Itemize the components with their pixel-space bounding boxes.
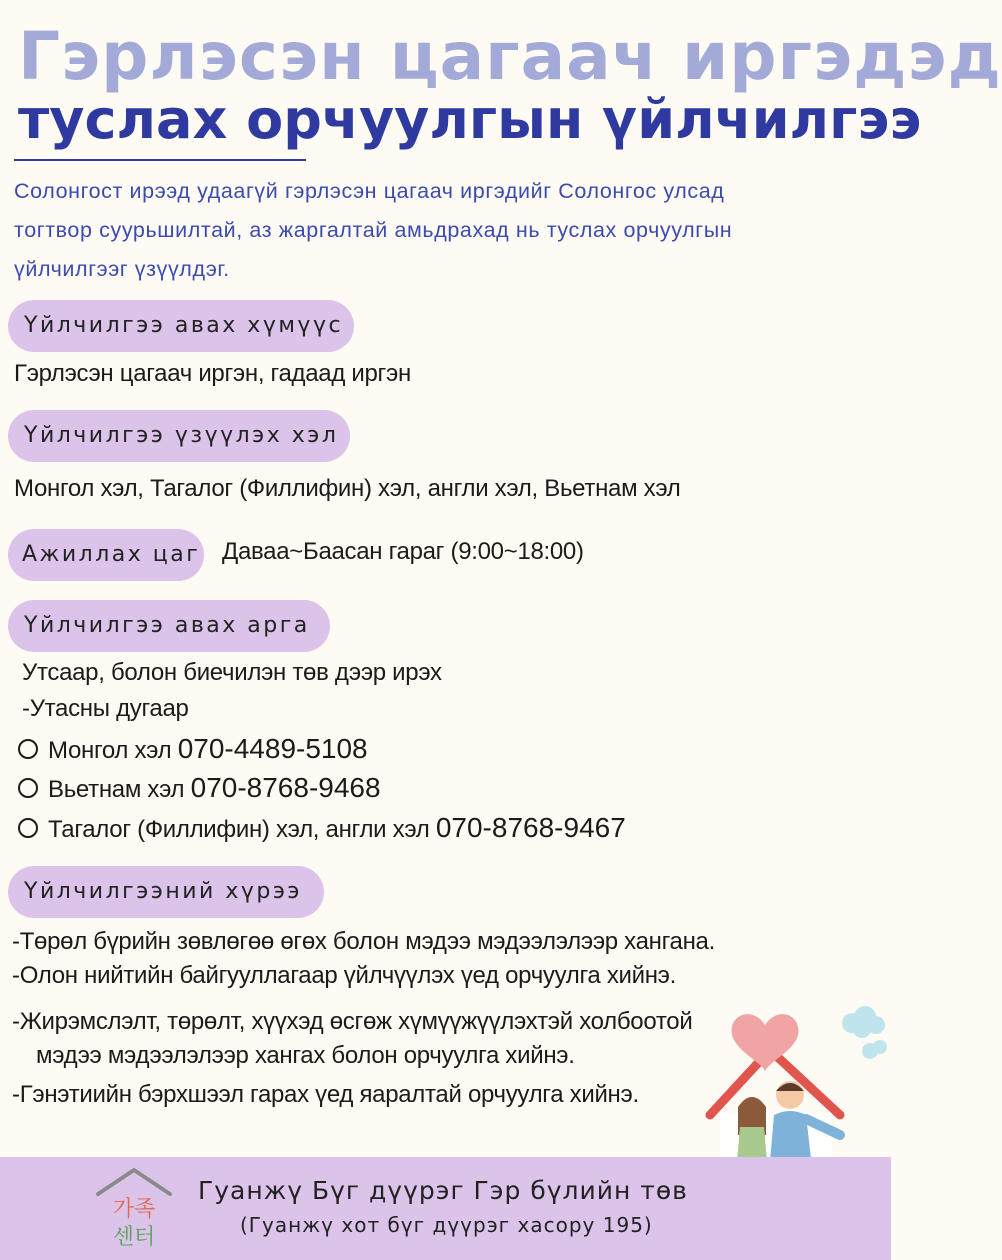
- logo-text: 센터: [112, 1225, 156, 1250]
- method-line2: -Утасны дугаар: [22, 695, 189, 722]
- center-name: Гуанжү Бүг дүүрэг Гэр бүлийн төв: [198, 1176, 688, 1205]
- scope-item: -Олон нийтийн байгууллагаар үйлчүүлэх үед орчуулга хийнэ.: [12, 962, 676, 989]
- page-title-line2: туслах орчуулгын үйлчилгээ: [18, 88, 922, 151]
- scope-item: -Жирэмслэлт, төрөлт, хүүхэд өсгөж хүмүүжүүлэхтэй холбоотой: [12, 1008, 693, 1035]
- phone-number: 070-4489-5108: [177, 733, 368, 764]
- title-divider: [14, 159, 306, 161]
- circle-bullet-icon: [18, 818, 38, 838]
- phone-item-tagalog: [18, 812, 626, 844]
- hours-text: Даваа~Баасан гараг (9:00~18:00): [222, 538, 584, 565]
- circle-bullet-icon: [18, 778, 38, 798]
- method-line1: Утсаар, болон биечилэн төв дээр ирэх: [22, 659, 442, 686]
- scope-item: -Төрөл бүрийн зөвлөгөө өгөх болон мэдээ мэдээлэлээр хангана.: [12, 928, 715, 955]
- recipients-text: Гэрлэсэн цагаач иргэн, гадаад иргэн: [14, 360, 411, 387]
- phone-number: 070-8768-9467: [435, 812, 626, 843]
- section-heading-recipients: Үйлчилгээ авах хүмүүс: [8, 300, 354, 352]
- page-title-line1: Гэрлэсэн цагаач иргэдэд: [18, 18, 1002, 95]
- phone-number: 070-8768-9468: [190, 772, 381, 803]
- section-heading-scope: Үйлчилгээний хүрээ: [8, 866, 324, 918]
- phone-label: Вьетнам хэл: [48, 776, 185, 803]
- intro-line: тогтвор суурьшилтай, аз жаргалтай амьдрахад нь туслах орчуулгын: [14, 218, 733, 242]
- section-heading-method: Үйлчилгээ авах арга: [8, 600, 330, 652]
- phone-item-mongolian: [18, 733, 368, 765]
- languages-text: Монгол хэл, Тагалог (Филлифин) хэл, англи хэл, Вьетнам хэл: [14, 475, 681, 502]
- phone-item-vietnamese: [18, 772, 381, 804]
- center-address: (Гуанжү хот бүг дүүрэг хасору 195): [240, 1213, 653, 1237]
- phone-label: Монгол хэл: [48, 737, 172, 764]
- cloud-icon: [842, 1006, 887, 1059]
- intro-paragraph: [14, 172, 884, 289]
- circle-bullet-icon: [18, 739, 38, 759]
- section-heading-languages: Үйлчилгээ үзүүлэх хэл: [8, 410, 350, 462]
- intro-line: Солонгост ирээд удаагүй гэрлэсэн цагаач иргэдийг Солонгос улсад: [14, 179, 725, 203]
- section-heading-hours: Ажиллах цаг: [8, 529, 204, 581]
- intro-line: үйлчилгээг үзүүлдэг.: [14, 257, 230, 281]
- phone-label: Тагалог (Филлифин) хэл, англи хэл: [48, 816, 430, 843]
- logo-text: 가족: [112, 1197, 156, 1222]
- scope-item: -Гэнэтиийн бэрхшээл гарах үед яаралтай орчуулга хийнэ.: [12, 1081, 639, 1108]
- scope-item-continued: мэдээ мэдээлэлээр хангах болон орчуулга хийнэ.: [36, 1042, 575, 1069]
- family-center-logo: [94, 1164, 174, 1250]
